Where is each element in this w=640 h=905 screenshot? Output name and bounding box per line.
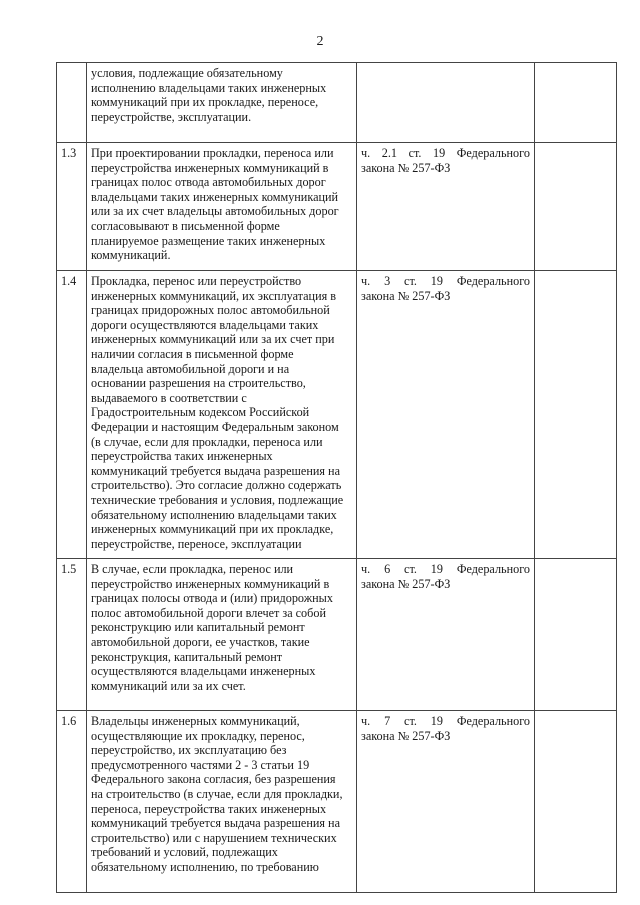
requirement-text bbox=[87, 559, 357, 711]
requirement-text-line: инженерных коммуникаций при их прокладке, bbox=[91, 522, 334, 537]
requirement-text-line: владельцами таких инженерных коммуникаций bbox=[91, 189, 339, 204]
legal-reference-word: ст. bbox=[404, 274, 417, 288]
legal-reference-word: Федерального bbox=[456, 714, 530, 728]
requirement-text bbox=[87, 271, 357, 559]
legal-reference-line bbox=[361, 146, 530, 161]
requirement-text-line: осуществляются владельцами инженерных bbox=[91, 664, 316, 679]
requirements-table bbox=[56, 62, 617, 893]
requirement-text-line: обязательному исполнению владельцами таких bbox=[91, 507, 337, 522]
legal-reference-word: 19 bbox=[430, 274, 443, 288]
legal-reference-word: ч. bbox=[361, 146, 371, 160]
legal-reference bbox=[357, 559, 535, 711]
requirement-text-line: границах придорожных полос автомобильной bbox=[91, 303, 330, 318]
empty-cell bbox=[535, 271, 617, 559]
legal-reference-word: ч. bbox=[361, 714, 371, 728]
item-number: 1.3 bbox=[57, 143, 87, 271]
requirement-text-line: коммуникаций или за их счет. bbox=[91, 678, 246, 693]
requirement-text-line: переустройства таких инженерных bbox=[91, 449, 273, 464]
requirement-text-line: или за их счет владельцы автомобильных дорог bbox=[91, 204, 339, 219]
requirement-text-line: Федерального закона согласия, без разрешения bbox=[91, 772, 336, 787]
legal-reference bbox=[357, 63, 535, 143]
requirement-text bbox=[87, 711, 357, 893]
legal-reference-word: Федерального bbox=[456, 274, 530, 288]
requirement-text-line: коммуникаций. bbox=[91, 248, 171, 263]
legal-reference-word: 3 bbox=[384, 274, 391, 288]
item-number: 1.5 bbox=[57, 559, 87, 711]
requirement-text-line: согласовывают в письменной форме bbox=[91, 218, 280, 233]
item-number: 1.4 bbox=[57, 271, 87, 559]
requirement-text-line: реконструкцию или капитальный ремонт bbox=[91, 620, 305, 635]
requirement-text-line: переустройстве, переносе, эксплуатации bbox=[91, 536, 302, 551]
page-number: 2 bbox=[316, 34, 324, 49]
legal-reference-line: закона № 257-ФЗ bbox=[361, 160, 451, 175]
requirement-text-line: осуществляющие их прокладку, перенос, bbox=[91, 728, 305, 743]
table-row bbox=[57, 271, 617, 559]
requirement-text-line: на строительство (в случае, если для прокладки, bbox=[91, 786, 343, 801]
legal-reference-word: Федерального bbox=[456, 562, 530, 576]
legal-reference-word: 19 bbox=[430, 714, 443, 728]
legal-reference-word: ч. bbox=[361, 562, 371, 576]
table-row bbox=[57, 559, 617, 711]
legal-reference-word: ч. bbox=[361, 274, 371, 288]
requirement-text-line: автомобильной дороги, ее участков, такие bbox=[91, 634, 310, 649]
requirement-text-line: инженерных коммуникаций, их эксплуатация в bbox=[91, 288, 337, 303]
legal-reference-word: 19 bbox=[430, 562, 443, 576]
requirement-text-line: переустройство инженерных коммуникаций в bbox=[91, 576, 330, 591]
legal-reference-word: ст. bbox=[404, 562, 417, 576]
legal-reference bbox=[357, 143, 535, 271]
requirement-text-line: владельца автомобильной дороги и на bbox=[91, 361, 290, 376]
empty-cell bbox=[535, 63, 617, 143]
item-number bbox=[57, 63, 87, 143]
requirement-text-line: переустройства инженерных коммуникаций в bbox=[91, 160, 329, 175]
table-row bbox=[57, 711, 617, 893]
empty-cell bbox=[535, 143, 617, 271]
legal-reference-line bbox=[361, 274, 530, 289]
legal-reference-line: закона № 257-ФЗ bbox=[361, 576, 451, 591]
empty-cell bbox=[535, 559, 617, 711]
requirement-text-line: (в случае, если для прокладки, переноса или bbox=[91, 434, 323, 449]
legal-reference-line bbox=[361, 562, 530, 577]
requirement-text-line: переустройстве, эксплуатации. bbox=[91, 109, 252, 124]
requirement-text-line: выдаваемого в соответствии с bbox=[91, 390, 247, 405]
requirement-text-line: реконструкция, капитальный ремонт bbox=[91, 649, 283, 664]
legal-reference-line bbox=[361, 714, 530, 729]
requirement-text-line: переноса, переустройства таких инженерных bbox=[91, 801, 327, 816]
requirement-text-line: исполнению владельцами таких инженерных bbox=[91, 80, 327, 95]
table-row bbox=[57, 63, 617, 143]
legal-reference-word: Федерального bbox=[456, 146, 530, 160]
legal-reference bbox=[357, 711, 535, 893]
requirement-text-line: инженерных коммуникаций или за их счет при bbox=[91, 332, 335, 347]
item-number: 1.6 bbox=[57, 711, 87, 893]
requirement-text-line: технические требования и условия, подлежащие bbox=[91, 492, 344, 507]
requirement-text-line: строительство) или с нарушением технических bbox=[91, 830, 337, 845]
requirement-text-line: наличии согласия в письменной форме bbox=[91, 346, 294, 361]
requirement-text-line: условия, подлежащие обязательному bbox=[91, 66, 283, 80]
requirement-text-line: границах полос отвода автомобильных дорог bbox=[91, 175, 326, 190]
legal-reference-line: закона № 257-ФЗ bbox=[361, 728, 451, 743]
requirement-text-line: При проектировании прокладки, переноса или bbox=[91, 146, 334, 160]
legal-reference-line: закона № 257-ФЗ bbox=[361, 288, 451, 303]
requirement-text-line: Градостроительным кодексом Российской bbox=[91, 405, 310, 420]
requirement-text-line: основании разрешения на строительство, bbox=[91, 376, 306, 391]
table-row bbox=[57, 143, 617, 271]
legal-reference-word: 2.1 bbox=[381, 146, 397, 160]
legal-reference-word: ст. bbox=[404, 714, 417, 728]
requirement-text bbox=[87, 143, 357, 271]
requirement-text-line: требований и условий, подлежащих bbox=[91, 845, 278, 860]
requirement-text-line: В случае, если прокладка, перенос или bbox=[91, 562, 294, 576]
requirement-text-line: Федерации и настоящим Федеральным законом bbox=[91, 419, 339, 434]
legal-reference-word: ст. bbox=[408, 146, 422, 160]
requirement-text-line: коммуникаций при их прокладке, переносе, bbox=[91, 95, 319, 110]
requirement-text bbox=[87, 63, 357, 143]
requirement-text-line: границах полосы отвода и (или) придорожных bbox=[91, 591, 333, 606]
legal-reference-word: 6 bbox=[384, 562, 391, 576]
requirement-text-line: полос автомобильной дороги влечет за собой bbox=[91, 605, 326, 620]
table-body bbox=[57, 63, 617, 893]
empty-cell bbox=[535, 711, 617, 893]
legal-reference-word: 19 bbox=[433, 146, 446, 160]
requirement-text-line: переустройство, их эксплуатацию без bbox=[91, 743, 287, 758]
requirement-text-line: строительство). Это согласие должно содержать bbox=[91, 478, 342, 493]
legal-reference-word: 7 bbox=[384, 714, 391, 728]
requirement-text-line: дороги осуществляются владельцами таких bbox=[91, 317, 319, 332]
requirement-text-line: коммуникаций требуется выдача разрешения на bbox=[91, 816, 340, 831]
requirement-text-line: Прокладка, перенос или переустройство bbox=[91, 274, 302, 288]
requirement-text-line: коммуникаций требуется выдача разрешения на bbox=[91, 463, 340, 478]
requirement-text-line: обязательному исполнению, по требованию bbox=[91, 859, 319, 874]
requirement-text-line: планируемое размещение таких инженерных bbox=[91, 233, 326, 248]
requirement-text-line: предусмотренного частями 2 - 3 статьи 19 bbox=[91, 757, 310, 772]
legal-reference bbox=[357, 271, 535, 559]
requirement-text-line: Владельцы инженерных коммуникаций, bbox=[91, 714, 300, 728]
